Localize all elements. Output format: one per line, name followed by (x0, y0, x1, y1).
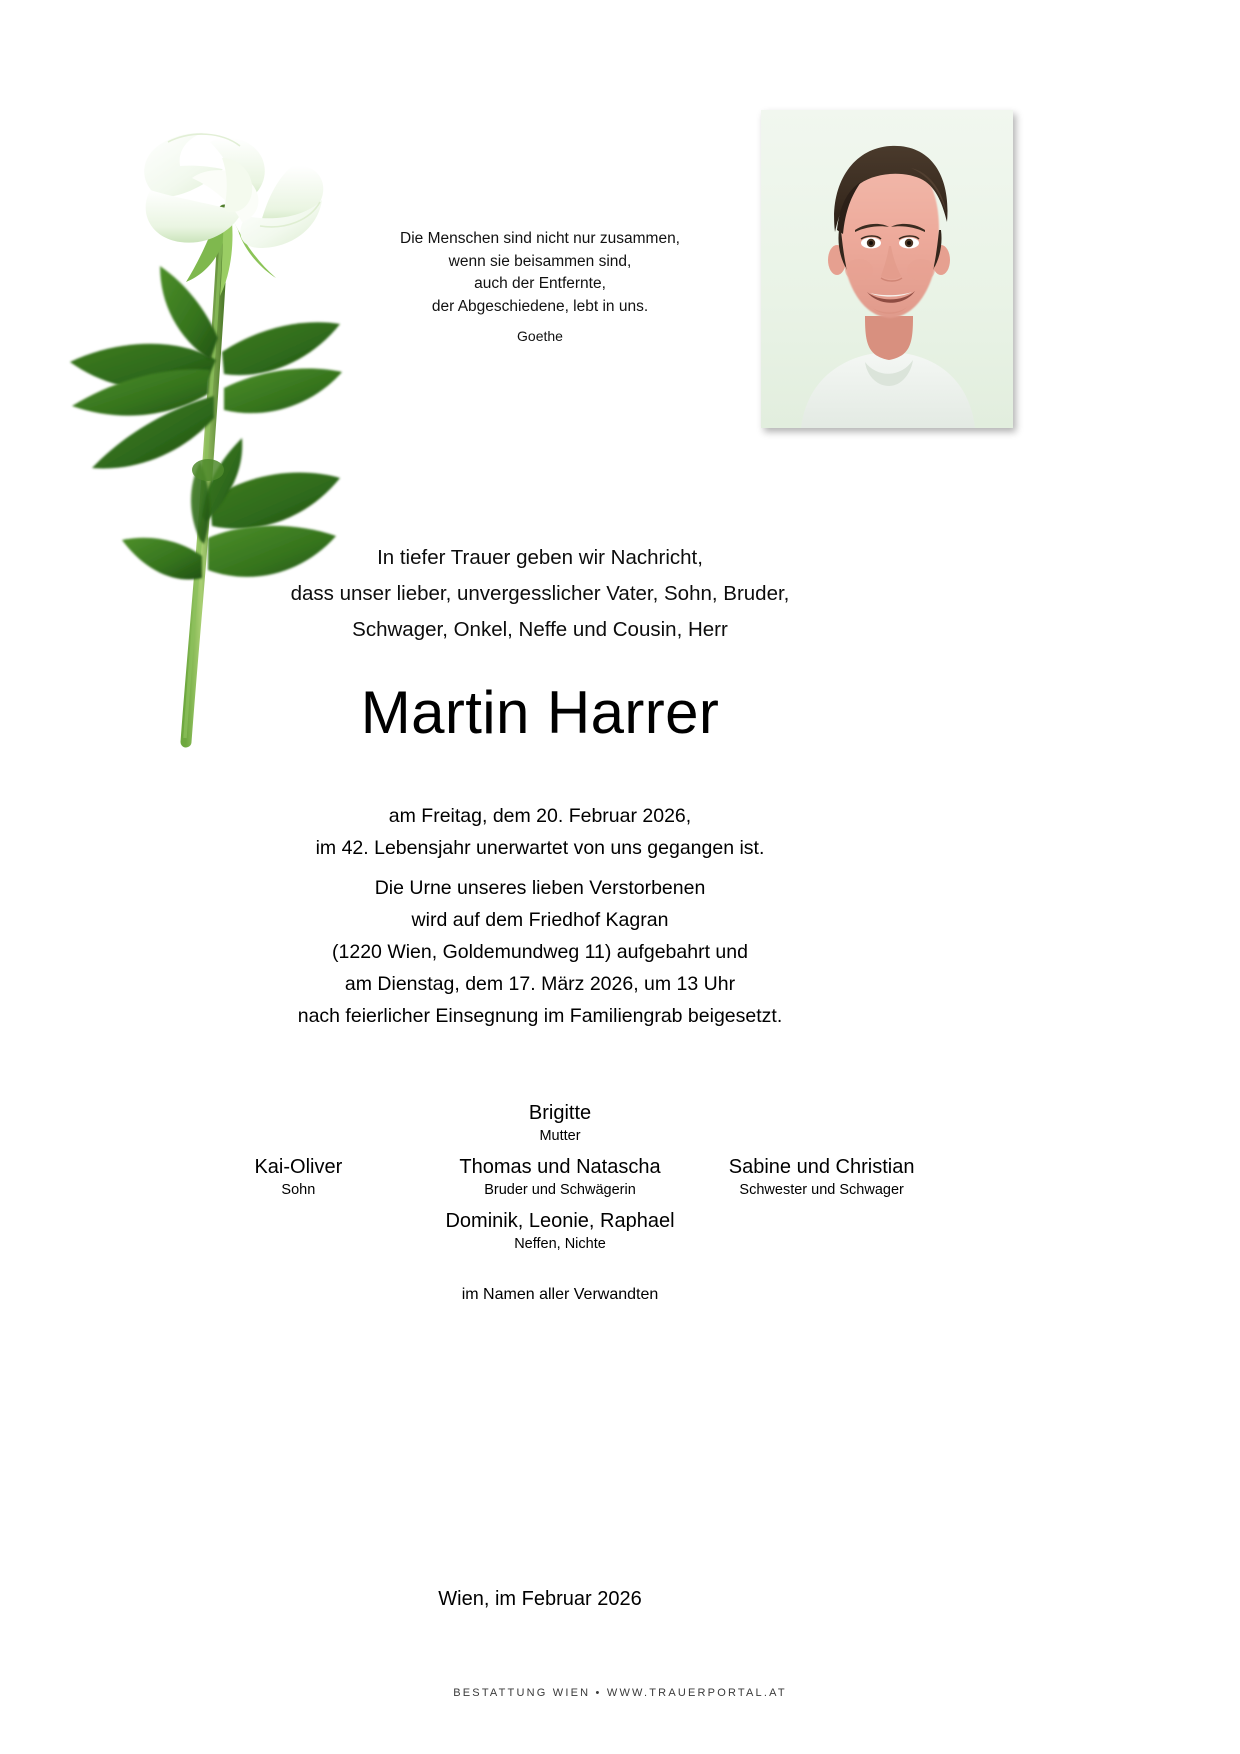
deceased-name: Martin Harrer (360, 679, 720, 746)
funeral-line-4: am Dienstag, dem 17. März 2026, um 13 Uhr (344, 973, 736, 995)
announcement-intro (230, 540, 850, 648)
mother-relation: Mutter (539, 1128, 581, 1144)
son-relation: Sohn (281, 1182, 316, 1198)
family-row-nephews (170, 1208, 950, 1254)
intro-line-3: Schwager, Onkel, Neffe und Cousin, Herr (352, 618, 728, 641)
brother-name: Thomas und Natascha (459, 1156, 661, 1178)
mother-name: Brigitte (528, 1102, 592, 1124)
sister-name: Sabine und Christian (728, 1156, 915, 1178)
funeral-line-1: Die Urne unseres lieben Verstorbenen (374, 877, 706, 899)
brother-relation: Bruder und Schwägerin (484, 1182, 636, 1198)
intro-line-1: In tiefer Trauer geben wir Nachricht, (377, 546, 703, 569)
family-row-mother (170, 1100, 950, 1146)
family-member-son (170, 1154, 427, 1200)
family-member-sister (693, 1154, 950, 1200)
family-member-mother (424, 1100, 696, 1146)
funeral-line-2: wird auf dem Friedhof Kagran (411, 909, 669, 931)
family-member-brother (427, 1154, 694, 1200)
nephews-names: Dominik, Leonie, Raphael (445, 1210, 675, 1232)
death-age-line: im 42. Lebensjahr unerwartet von uns gegangen ist. (315, 837, 765, 859)
memorial-quote (320, 228, 760, 348)
nephews-relation: Neffen, Nichte (514, 1236, 606, 1252)
quote-line-3: auch der Entfernte, (474, 275, 606, 292)
funeral-line-5: nach feierlicher Einsegnung im Familiengrab beigesetzt. (297, 1005, 783, 1027)
family-member-nephews (424, 1208, 696, 1254)
family-list (170, 1100, 950, 1304)
sister-relation: Schwester und Schwager (739, 1182, 904, 1198)
quote-line-1: Die Menschen sind nicht nur zusammen, (400, 230, 680, 247)
portrait-photo (761, 110, 1013, 428)
footer-credit: BESTATTUNG WIEN • WWW.TRAUERPORTAL.AT (453, 1687, 787, 1699)
on-behalf-of-relatives: im Namen aller Verwandten (461, 1286, 659, 1303)
family-row-siblings (170, 1154, 950, 1200)
funeral-line-3: (1220 Wien, Goldemundweg 11) aufgebahrt und (332, 941, 748, 963)
place-and-date: Wien, im Februar 2026 (438, 1588, 642, 1610)
quote-line-2: wenn sie beisammen sind, (448, 252, 632, 270)
death-date-line: am Freitag, dem 20. Februar 2026, (388, 805, 692, 827)
son-name: Kai-Oliver (254, 1156, 343, 1178)
death-information (230, 800, 850, 864)
funeral-information (210, 872, 870, 1032)
intro-line-2: dass unser lieber, unvergesslicher Vater, Sohn, Bruder, (290, 582, 790, 605)
quote-attribution: Goethe (517, 328, 563, 344)
quote-line-4: der Abgeschiedene, lebt in uns. (431, 297, 649, 315)
